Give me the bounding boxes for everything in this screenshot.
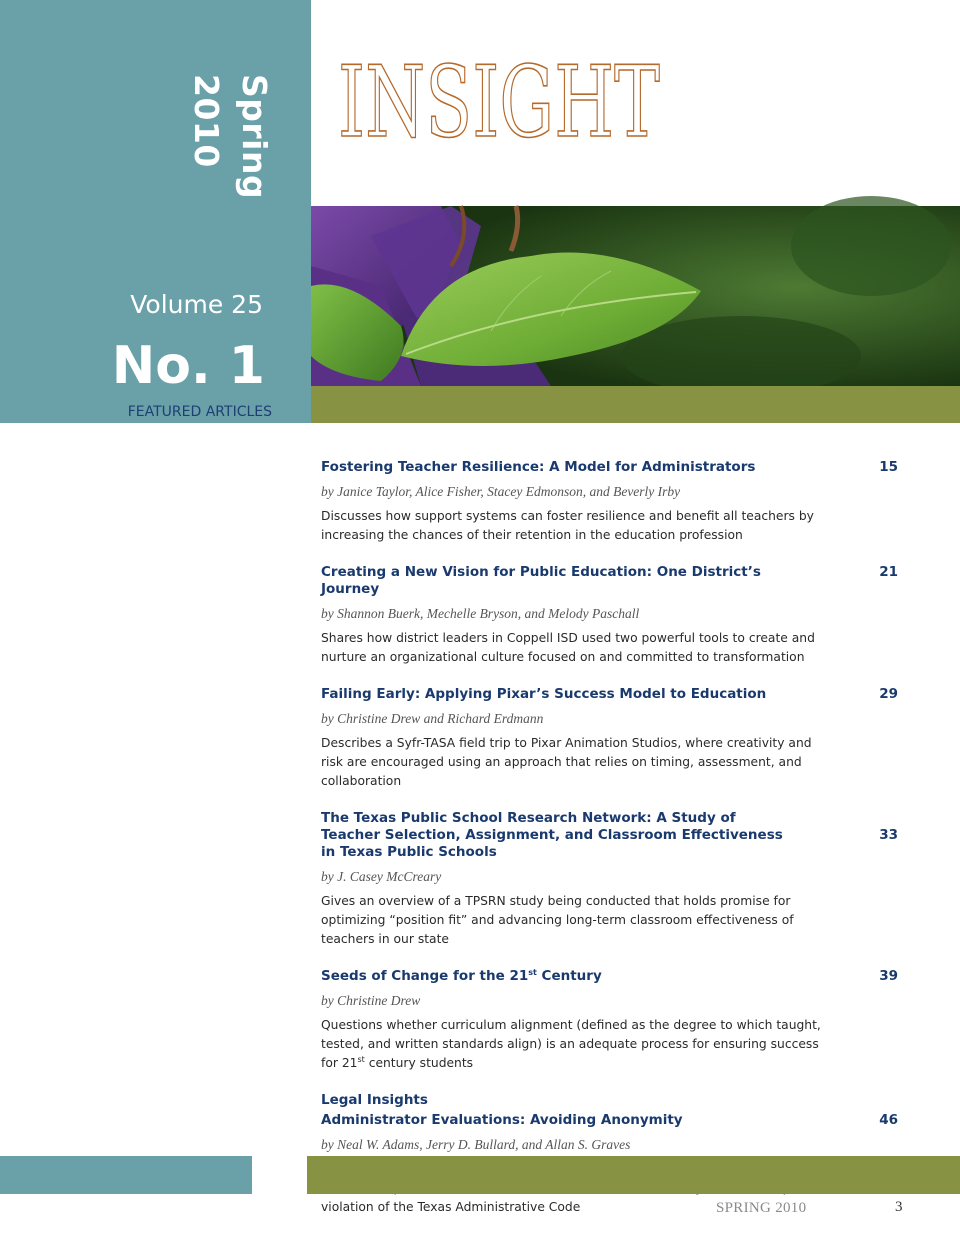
- article-entry: [321, 686, 901, 791]
- article-description-superscript: st: [357, 1055, 365, 1064]
- article-authors: by J. Casey McCreary: [321, 869, 442, 884]
- article-description-text: Questions whether curriculum alignment (defined as the degree to which taught, tested, and written standards align) is an adequate process for ensuring success for 21: [321, 1018, 821, 1070]
- article-description: Discusses how support systems can foster resilience and benefit all teachers by increasing the chances of their retention in the education profession: [321, 509, 814, 542]
- footer-issue-label: SPRING 2010: [716, 1200, 807, 1216]
- article-page-number: 33: [879, 827, 898, 843]
- footer-page-number: 3: [895, 1199, 903, 1215]
- cover-photo: [311, 206, 960, 386]
- footer-olive-band: [307, 1156, 960, 1194]
- article-title: Creating a New Vision for Public Education: One District’s Journey: [321, 564, 761, 597]
- footer-teal-band: [0, 1156, 252, 1194]
- article-authors: by Neal W. Adams, Jerry D. Bullard, and Allan S. Graves: [321, 1137, 631, 1152]
- masthead: [336, 40, 676, 160]
- featured-articles-list: [321, 459, 901, 1236]
- article-page-number: 46: [879, 1112, 898, 1128]
- issue-season: Spring 2010: [187, 74, 274, 200]
- article-page-number: 15: [879, 459, 898, 475]
- article-title-text: Seeds of Change for the 21: [321, 968, 529, 984]
- article-description: [321, 1016, 826, 1073]
- featured-articles-label: FEATURED ARTICLES: [127, 404, 272, 420]
- article-title: Fostering Teacher Resilience: A Model for Administrators: [321, 459, 756, 475]
- photo-band: [311, 386, 960, 423]
- article-authors: by Shannon Buerk, Mechelle Bryson, and Melody Paschall: [321, 606, 640, 621]
- article-authors: by Christine Drew: [321, 993, 421, 1008]
- volume-label: Volume 25: [130, 290, 263, 319]
- article-description: Describes a Syfr-TASA field trip to Pixar Animation Studios, where creativity and risk are encouraged using an approach that relies on timing, assessment, and collaboration: [321, 736, 812, 788]
- article-entry: [321, 459, 901, 545]
- article-description-text-end: century students: [364, 1056, 474, 1070]
- article-entry: [321, 564, 901, 667]
- article-title: Administrator Evaluations: Avoiding Anonymity: [321, 1112, 683, 1128]
- leaf-flower-image: [311, 206, 960, 386]
- article-title: Failing Early: Applying Pixar’s Success Model to Education: [321, 686, 767, 702]
- article-page-number: 21: [879, 564, 898, 580]
- masthead-logo: [336, 40, 676, 160]
- article-page-number: 29: [879, 686, 898, 702]
- article-title-text-end: Century: [536, 968, 602, 984]
- article-page-number: 39: [879, 968, 898, 984]
- article-title: The Texas Public School Research Network: A Study of Teacher Selection, Assignment, and Classroom Effectiveness in Texas Public Schools: [321, 810, 783, 860]
- article-description: Gives an overview of a TPSRN study being conducted that holds promise for optimizing “position fit” and advancing long-term classroom effectiveness of teachers in our state: [321, 894, 794, 946]
- article-description: Shares how district leaders in Coppell ISD used two powerful tools to create and nurture an organizational culture focused on and committed to transformation: [321, 631, 815, 664]
- article-entry: [321, 968, 901, 1073]
- article-entry: [321, 1092, 901, 1217]
- masthead-title: INSIGHT: [338, 46, 660, 160]
- article-description: violation of the Texas Administrative Code: [321, 1200, 581, 1214]
- article-authors: by Christine Drew and Richard Erdmann: [321, 711, 544, 726]
- article-kicker: Legal Insights: [321, 1092, 428, 1108]
- article-title-superscript: st: [528, 968, 537, 977]
- article-entry: [321, 810, 901, 949]
- article-authors: by Janice Taylor, Alice Fisher, Stacey Edmonson, and Beverly Irby: [321, 484, 681, 499]
- issue-number: No. 1: [111, 336, 265, 396]
- article-title: [321, 968, 821, 985]
